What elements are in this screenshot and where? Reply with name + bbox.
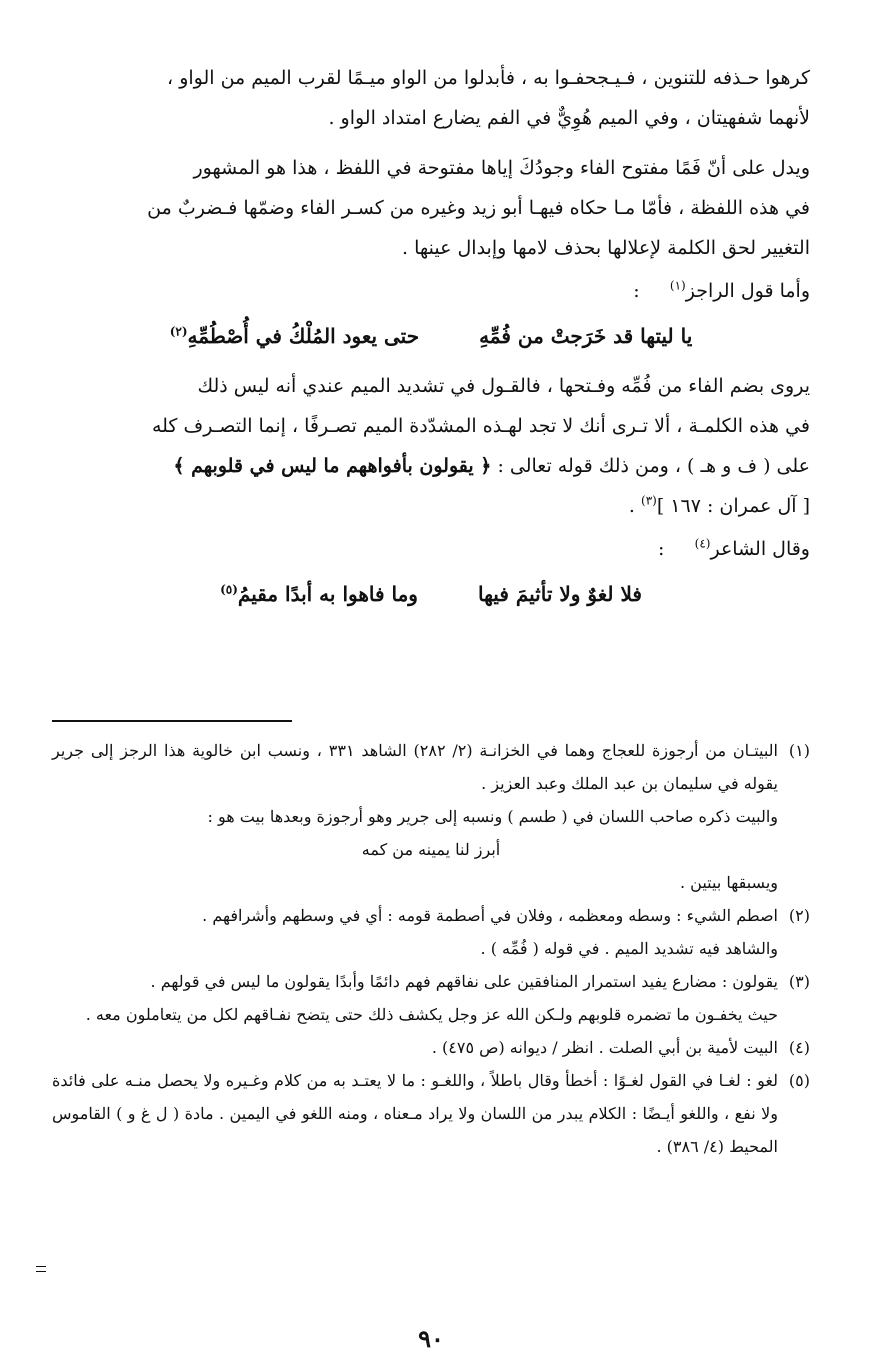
verse-2-hemistich-2-text: وما فاهوا به أبدًا مقيمُ (237, 582, 418, 606)
footnote-divider (52, 720, 292, 722)
quran-quote: ﴿ يقولون بأفواههم ما ليس في قلوبهم ﴾ (173, 455, 492, 477)
footnote-1-extra: والبيت ذكره صاحب اللسان في ( طسم ) ونسبه إلى جرير وهو أرجوزة وبعدها بيت هو : (207, 807, 778, 826)
margin-mark (36, 1266, 46, 1272)
footnote-number: (٥) (788, 1071, 810, 1090)
footnote-text: البيت لأمية بن أبي الصلت . انظر / ديوانه (ص ٤٧٥) . (431, 1038, 778, 1057)
footnote-3-extra: حيث يخفـون ما تضمره قلوبهم ولـكن الله عز وجل يكشف ذلك حتى يتضح نفـاقهم لكل من يتعاملون معه . (85, 1005, 778, 1024)
verse-2-intro-colon: : (658, 538, 665, 560)
footnote-ref-2: (٢) (169, 324, 188, 339)
footnote-ref-1: (١) (669, 278, 686, 293)
footnote-3 (52, 965, 810, 998)
footnote-ref-5: (٥) (220, 582, 238, 597)
footnote-2-extra: والشاهد فيه تشديد الميم . في قوله ( فُمِّه ) . (480, 939, 778, 958)
paragraph-2 (52, 148, 810, 268)
footnote-5 (52, 1064, 810, 1163)
verse-1-hemistich-2-text: حتى يعود المُلْكُ في أُصْطُمِّهِ (187, 324, 420, 348)
footnote-text: يقولون : مضارع يفيد استمرار المنافقين على نفاقهم فهم دائمًا وأبدًا يقولون ما ليس في قولهم . (150, 972, 778, 991)
footnote-number: (٤) (788, 1038, 810, 1057)
page-body (52, 58, 810, 1368)
paragraph-2-line-3: التغيير لحق الكلمة لإعلالها بحذف لامها وإبدال عينها . (402, 237, 810, 259)
paragraph-3-line-4-tail: . (628, 495, 635, 517)
verse-2-intro (52, 532, 810, 566)
footnote-1-after: ويسبقها بيتين . (680, 873, 778, 892)
footnote-4 (52, 1031, 810, 1064)
footnote-1-verse: أبرز لنا يمينه من كمه (361, 840, 501, 859)
verse-1-intro-text: وأما قول الراجز (685, 280, 810, 302)
paragraph-3 (52, 366, 810, 526)
footnote-number: (٢) (788, 906, 810, 925)
verse-1-intro (52, 274, 810, 308)
footnote-text: اصطم الشيء : وسطه ومعظمه ، وفلان في أصطمة قومه : أي في وسطهم وأشرافهم . (202, 906, 778, 925)
paragraph-2-line-1: ويدل على أنّ فَمًا مفتوح الفاء وجودُكَ إياها مفتوحة في اللفظ ، هذا هو المشهور (193, 157, 810, 179)
verse-1 (52, 312, 810, 360)
verse-1-hemistich-1: يا ليتها قد خَرَجتْ من فُمِّهِ (479, 324, 693, 348)
footnote-number: (١) (788, 741, 810, 760)
paragraph-3-line-2: في هذه الكلمـة ، ألا تـرى أنك لا تجد لهـذه المشدّدة الميم تصـرفًا ، إنما التصـرف كله (151, 415, 810, 437)
verse-1-hemistich-2 (170, 312, 419, 360)
footnote-text: البيتـان من أرجوزة للعجاج وهما في الخزانـة (٢/ ٢٨٢) الشاهد ٣٣١ ، ونسب ابن خالوية هذا الرجز إلى جرير يقوله في سليمان بن عبد الملك وعبد العزيز . (52, 741, 779, 793)
footnote-2 (52, 899, 810, 932)
footnote-text: لغو : لغـا في القول لغـوًا : أخطأ وقال باطلاً ، واللغـو : ما لا يعتـد به من كلام وغـيره ولا يحصل منـه على فائدة ولا نفع ، واللغو أيـضًا : الكلام يبدر من اللسان ولا يراد مـعناه ، ومنه اللغو في اليمين . مادة ( ل غ و ) القاموس المحيط (٤/ ٣٨٦) . (52, 1071, 778, 1156)
verse-2-intro-text: وقال الشاعر (710, 538, 810, 560)
paragraph-1 (52, 58, 810, 138)
footnote-number: (٣) (788, 972, 810, 991)
verse-2-hemistich-2 (220, 570, 418, 618)
paragraph-3-line-1: يروى بضم الفاء من فُمِّه وفـتحها ، فالقـول في تشديد الميم عندي أنه ليس ذلك (197, 375, 810, 397)
footnotes (52, 734, 810, 1163)
paragraph-1-line-2: لأنهما شفهيتان ، وفي الميم هُوِيٌّ في الفم يضارع امتداد الواو . (328, 107, 810, 129)
footnote-ref-3: (٣) (641, 493, 657, 508)
verse-2 (52, 570, 810, 618)
verse-1-intro-colon: : (633, 280, 640, 302)
footnote-ref-4: (٤) (694, 536, 711, 551)
page-number: ٩٠ (418, 1324, 444, 1353)
paragraph-3-line-4: [ آل عمران : ١٦٧ ] (656, 495, 810, 517)
paragraph-2-line-2: في هذه اللفظة ، فأمّا مـا حكاه فيهـا أبو زيد وغيره من كسـر الفاء وضمّها فـضربٌ من (147, 197, 810, 219)
paragraph-1-line-1: كرهوا حـذفه للتنوين ، فـيـجحفـوا به ، فأبدلوا من الواو ميـمًا لقرب الميم من الواو ، (167, 67, 810, 89)
verse-2-hemistich-1: فلا لغوٌ ولا تأثيمَ فيها (477, 582, 642, 606)
paragraph-3-line-3: على ( ف و هـ ) ، ومن ذلك قوله تعالى : (497, 455, 810, 477)
footnote-1 (52, 734, 810, 800)
